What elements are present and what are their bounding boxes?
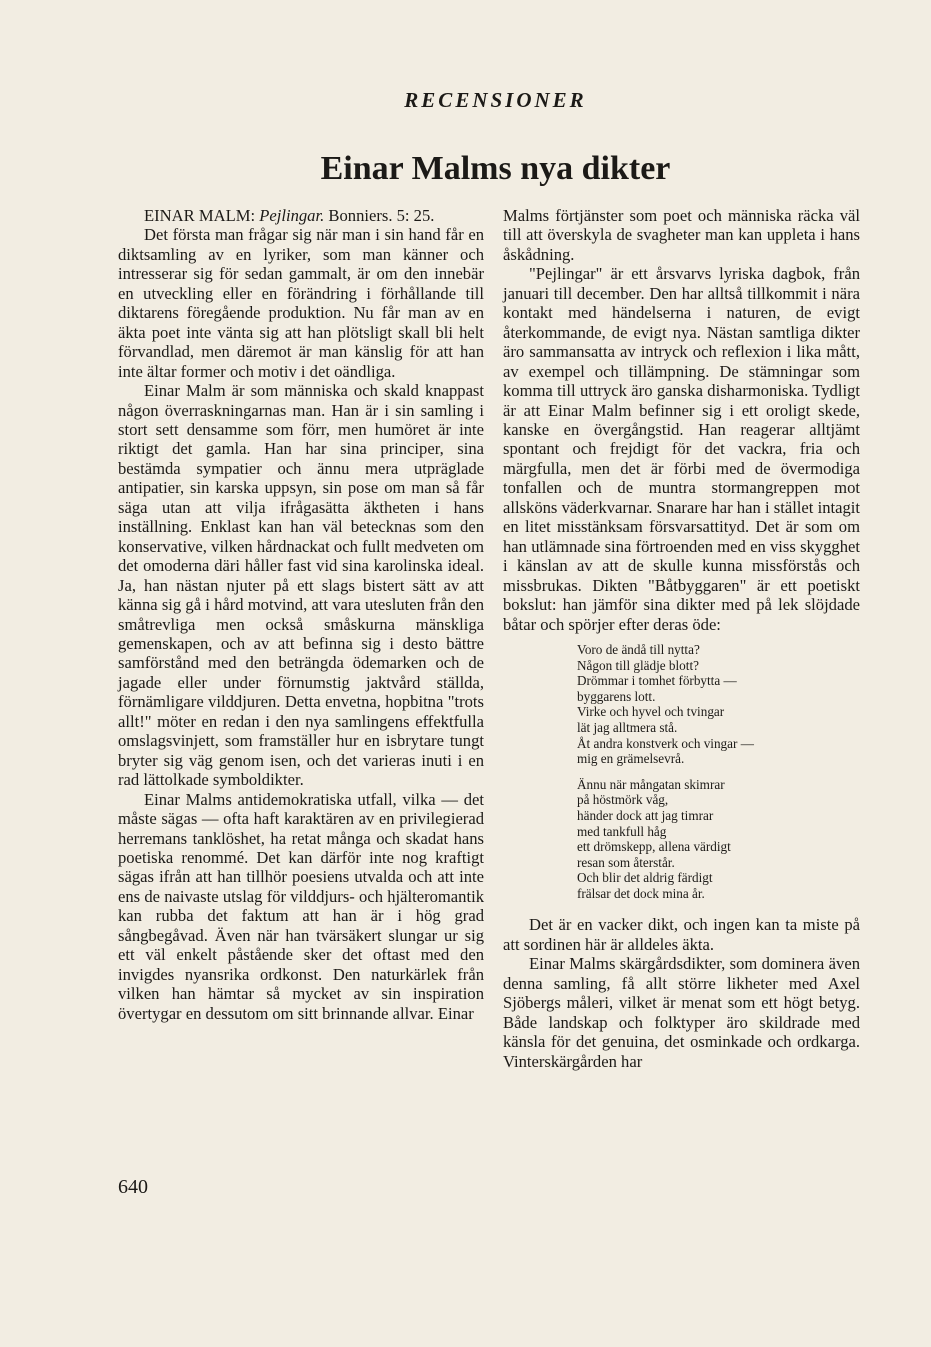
paragraph: Malms förtjänster som poet och människa räcka väl till att överskyla de svagheter man kan uppleta i hans åskådning. [503, 206, 860, 264]
poem-stanza [577, 642, 860, 767]
poem-line: Åt andra konstverk och vingar — [577, 735, 754, 751]
poem-line: ett drömskepp, allena värdigt [577, 839, 731, 855]
poem-line: Någon till glädje blott? [577, 657, 699, 673]
poem-line: Virke och hyvel och tvingar [577, 704, 725, 720]
left-column [118, 206, 484, 1023]
paragraph: Einar Malms skärgårdsdikter, som dominera även denna samling, få allt större likheter med Axel Sjöbergs måleri, vilket är menat som ett högt betyg. Både landskap och folktyper äro skildrade med känsla för det genuina, det osminkade och ordkarga. Vinterskärgården har [503, 954, 860, 1071]
paragraph: Det första man frågar sig när man i sin hand får en diktsamling av en lyriker, som man känner och intresserar sig för sedan gammalt, är om den innebär en utveckling eller en förändring i förhållande till diktarens föregående produktion. Nu får man av en äkta poet inte vänta sig att han plötsligt skall bli helt förvandlad, men däremot är man känslig för att han inte ältar former och motiv i det oändliga. [118, 225, 484, 381]
section-title: RECENSIONER [404, 88, 587, 112]
poem-stanza [577, 777, 860, 902]
poem-line: mig en grämelsevrå. [577, 751, 685, 767]
poem-line: byggarens lott. [577, 688, 656, 704]
poem-line: lät jag alltmera stå. [577, 719, 678, 735]
poem-line: med tankfull håg [577, 823, 667, 839]
right-column [503, 206, 860, 1071]
poem-line: på höstmörk våg, [577, 792, 669, 808]
byline [118, 206, 484, 225]
poem-line: Ännu när mångatan skimrar [577, 776, 725, 792]
paragraph: Einar Malms antidemokratiska utfall, vilka — det måste sägas — ofta haft karaktären av en privilegierad herremans tanklöshet, ha retat många och skadat hans poetiska renommé. Det kan därför inte nog kraftigt sägas ifrån att han tillhör poesiens utvalda och att inte ens de naivaste utslag för vilddjurs- och hjälteromantik kan rubba det faktum att han är i hög grad sångbegåvad. Även när han tvärsäkert slungar ur sig ett väl enkelt påstående sker det oftast med den invigdes nyansrika ordkonst. Den naturkärlek från vilken han hämtar så mycket av sin inspiration övertygar en dessutom om sitt brinnande allvar. Einar [118, 789, 484, 1023]
poem-line: frälsar det dock mina år. [577, 885, 705, 901]
poem-line: Och blir det aldrig färdigt [577, 870, 713, 886]
byline-publisher: Bonniers. 5: 25. [328, 206, 435, 225]
page-number: 640 [118, 1176, 148, 1198]
article-title: Einar Malms nya dikter [320, 150, 671, 187]
poem-line: Voro de ändå till nytta? [577, 641, 700, 657]
paragraph: "Pejlingar" är ett årsvarvs lyriska dagbok, från januari till december. Den har alltså tillkommit i nära kontakt med händelserna i naturen, de evigt återkommande, de evigt nya. Nästan samtliga dikter äro sammansatta av intryck och reflexion i lika mått, av exempel och tillämpning. De stämningar som komma till uttryck äro ganska disharmoniska. Tydligt är att Einar Malm befinner sig i ett oroligt skede, kanske en övergångstid. Han reagerar alltjämt spontant och frejdigt för det vackra, fria och märgfulla, men det är förbi med de övermodiga tonfallen och de muntra stormangreppen mot allsköns väderkvarnar. Snarare har han i stället intagit en litet misstänksam försvarsattityd. Det är som om han utlämnade sina förtroenden med en viss skygghet i känslan av att de skulle kunna missförstås och missbrukas. Dikten "Båtbyggaren" är ett poetiskt bokslut: han jämför sina dikter med på lek slöjdade båtar och spörjer efter deras öde: [503, 264, 860, 634]
poem-line: händer dock att jag timrar [577, 807, 714, 823]
byline-book: Pejlingar. [259, 206, 325, 225]
paragraph: Einar Malm är som människa och skald knappast någon överraskningarnas man. Han är i sin samling i stort sett densamme som förr, men humöret är inte riktigt det gamla. Han har sina principer, sina bestämda sympatier och ännu mera utpräglade antipatier, sin karska uppsyn, sin pose om man så får säga utan att vilja ifrågasätta äktheten i hans inställning. Enklast kan han väl betecknas som den konservative, vilken hårdnackat och fullt medveten om det omoderna däri håller fast vid sina karolinska ideal. Ja, han nästan njuter på ett slags bistert sätt av att känna sig gå i hård motvind, att vara utesluten från den småtrevliga men också småskurna mänskliga gemenskapen, och av att befinna sig i desto bättre samförstånd med den beträngda ödemarken och de jagade eller under förnumstig jaktvård ställda, förnämligare vilddjuren. Detta envetna, hopbitna "trots allt!" möter en redan i den nya samlingens effektfulla omslagsvinjett, som framställer hur en isbrytare tungt bryter sig väg genom isen, och det varieras inuti i en rad lättolkade symboldikter. [118, 381, 484, 790]
poem-line: resan som återstår. [577, 854, 675, 870]
poem-quote [577, 642, 860, 902]
poem-line: Drömmar i tomhet förbytta — [577, 673, 737, 689]
byline-author: EINAR MALM: [144, 206, 256, 225]
paragraph: Det är en vacker dikt, och ingen kan ta miste på att sordinen här är alldeles äkta. [503, 915, 860, 954]
